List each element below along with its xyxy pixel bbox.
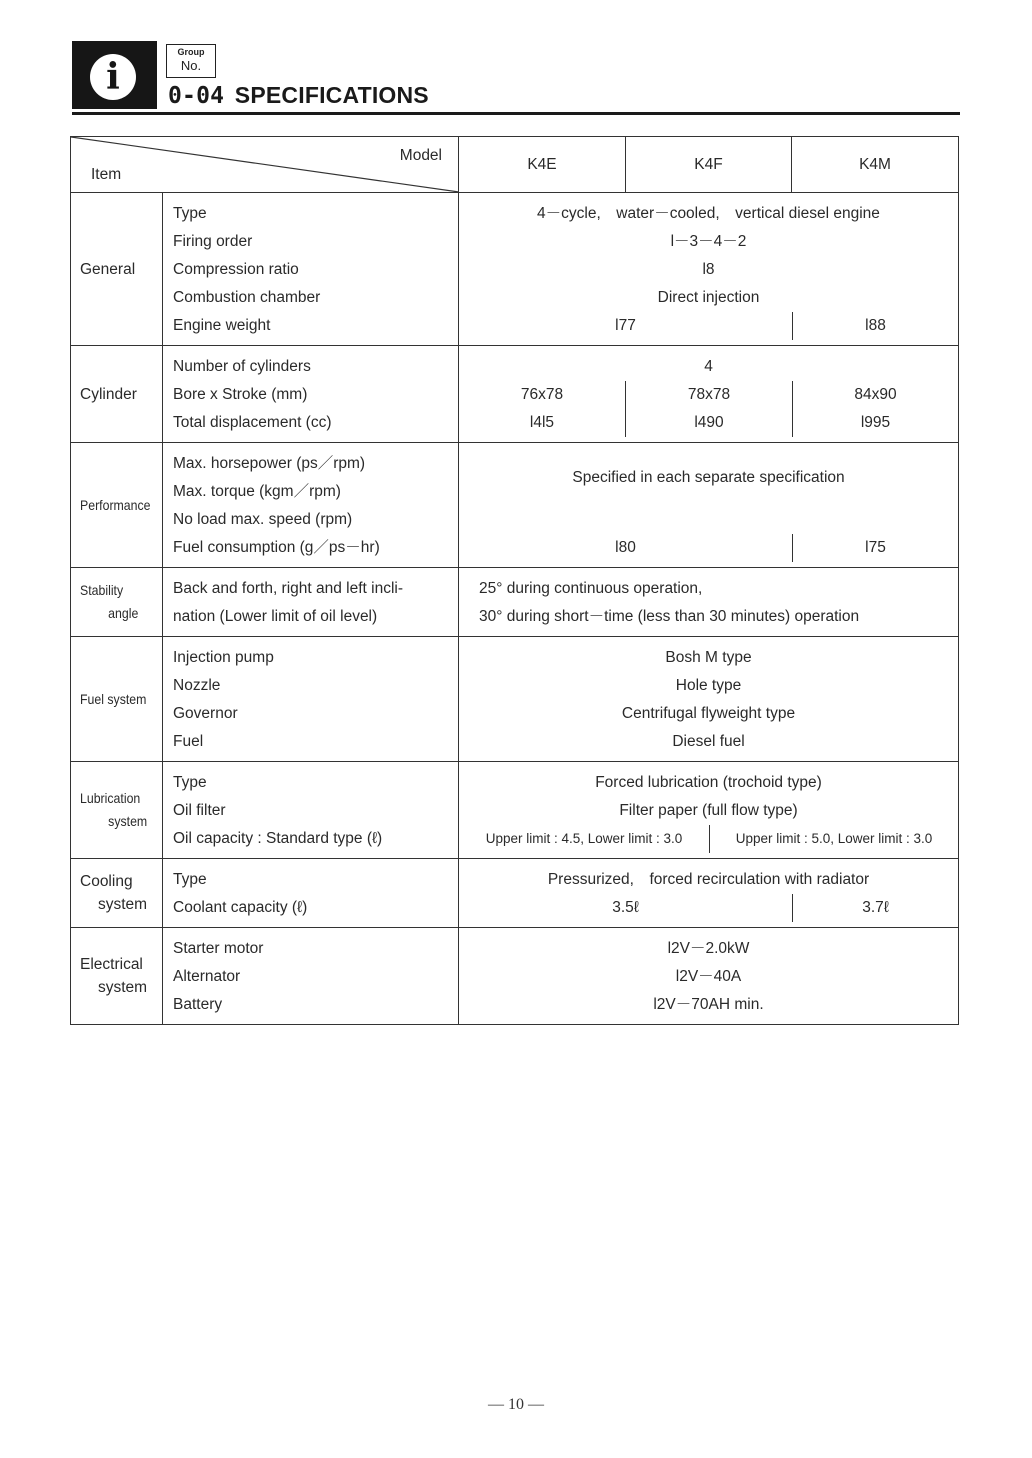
performance-row [71, 443, 959, 568]
value-firing-order: l－3－4－2 [670, 233, 747, 250]
value-oil-filter: Filter paper (full flow type) [619, 802, 798, 819]
performance-values [459, 443, 959, 568]
category-stability [71, 568, 163, 637]
item-starter-motor: Starter motor [173, 940, 264, 957]
cylinder-row [71, 346, 959, 443]
item-lube-type: Type [173, 774, 207, 791]
model-label: Model [399, 147, 442, 164]
item-firing-order: Firing order [173, 233, 253, 250]
electrical-values [459, 928, 959, 1025]
item-bore-stroke: Bore x Stroke (mm) [173, 386, 308, 403]
value-compression-ratio: l8 [702, 261, 715, 278]
item-oil-filter: Oil filter [173, 802, 226, 819]
specifications-table [70, 136, 959, 1025]
item-inclination-2: nation (Lower limit of oil level) [173, 608, 378, 625]
fuel-system-label: Fuel system [80, 690, 147, 707]
item-combustion-chamber: Combustion chamber [173, 289, 321, 306]
page-title [168, 82, 429, 109]
page-number: — 10 — [488, 1396, 544, 1413]
value-fuel: Diesel fuel [672, 733, 745, 750]
cooling-label-2: system [98, 896, 148, 913]
stability-row [71, 568, 959, 637]
header-diagonal-cell [71, 137, 459, 193]
weight-k4m: l88 [792, 312, 958, 340]
oil-capacity-split [459, 825, 958, 853]
value-cylinder-count: 4 [704, 358, 713, 375]
lubrication-items [163, 762, 459, 859]
model-k4m: K4M [792, 137, 959, 193]
item-inclination-1: Back and forth, right and left incli- [173, 580, 404, 597]
category-electrical [71, 928, 163, 1025]
item-nozzle: Nozzle [173, 677, 221, 694]
value-stability-1: 25° during continuous operation, [479, 580, 703, 597]
electrical-row [71, 928, 959, 1025]
item-fuel-consumption: Fuel consumption (g／ps－hr) [173, 539, 380, 556]
title-rule [72, 112, 960, 115]
fuel-consumption-split [459, 534, 958, 562]
item-alternator: Alternator [173, 968, 241, 985]
bore-split [459, 381, 958, 409]
general-values [459, 193, 959, 346]
value-type: 4－cycle, water－cooled, vertical diesel engine [537, 205, 880, 222]
category-fuel-system [71, 637, 163, 762]
bore-k4e: 76x78 [520, 386, 564, 403]
group-label: Group [177, 47, 205, 57]
displacement-k4e: l4l5 [529, 414, 555, 431]
stability-label-1: Stability [80, 582, 124, 598]
category-cylinder: Cylinder [71, 346, 163, 443]
category-performance [71, 443, 163, 568]
bore-k4m: 84x90 [792, 381, 958, 409]
lubrication-values [459, 762, 959, 859]
performance-items [163, 443, 459, 568]
item-coolant-capacity: Coolant capacity (ℓ) [173, 899, 308, 916]
coolant-k4m: 3.7ℓ [792, 894, 958, 922]
electrical-label-1: Electrical [80, 956, 143, 973]
section-title: SPECIFICATIONS [234, 82, 429, 108]
value-injection-pump: Bosh M type [665, 649, 752, 666]
item-max-horsepower: Max. horsepower (ps／rpm) [173, 455, 366, 472]
displacement-k4m: l995 [792, 409, 958, 437]
lubrication-row [71, 762, 959, 859]
model-k4e: K4E [459, 137, 626, 193]
info-icon-block [72, 41, 157, 109]
info-icon: i [90, 54, 136, 100]
no-label: No. [180, 58, 202, 73]
performance-label: Performance [80, 496, 151, 513]
fuel-k4m: l75 [792, 534, 958, 562]
model-k4f: K4F [626, 137, 792, 193]
category-lubrication [71, 762, 163, 859]
value-stability-2: 30° during short－time (less than 30 minutes) operation [479, 608, 860, 625]
item-battery: Battery [173, 996, 223, 1013]
category-cooling [71, 859, 163, 928]
section-code: 0-04 [168, 83, 225, 109]
weight-k4e-k4f: l77 [615, 317, 636, 334]
item-no-load-speed: No load max. speed (rpm) [173, 511, 353, 528]
item-fuel: Fuel [173, 733, 204, 750]
general-row [71, 193, 959, 346]
fuel-system-row [71, 637, 959, 762]
lubrication-label-2: system [108, 813, 148, 829]
value-battery: l2V－70AH min. [653, 996, 764, 1013]
fuel-k4e-k4f: l80 [615, 539, 636, 556]
cooling-row [71, 859, 959, 928]
bore-k4f: 78x78 [625, 381, 792, 409]
coolant-k4e-k4f: 3.5ℓ [612, 899, 639, 916]
cooling-label-1: Cooling [80, 873, 133, 890]
item-governor: Governor [173, 705, 238, 722]
electrical-label-2: system [98, 979, 148, 996]
electrical-items [163, 928, 459, 1025]
value-performance-note: Specified in each separate specification [572, 469, 845, 486]
item-oil-capacity: Oil capacity : Standard type (ℓ) [173, 830, 383, 847]
cylinder-values [459, 346, 959, 443]
item-type: Type [173, 205, 207, 222]
displacement-k4f: l490 [625, 409, 792, 437]
engine-weight-split [459, 312, 958, 340]
displacement-split [459, 409, 958, 437]
cylinder-items [163, 346, 459, 443]
item-injection-pump: Injection pump [173, 649, 274, 666]
item-compression-ratio: Compression ratio [173, 261, 299, 278]
fuel-system-values [459, 637, 959, 762]
item-label: Item [91, 166, 122, 183]
value-starter-motor: l2V－2.0kW [667, 940, 750, 957]
value-lube-type: Forced lubrication (trochoid type) [595, 774, 822, 791]
item-displacement: Total displacement (cc) [173, 414, 332, 431]
item-max-torque: Max. torque (kgm／rpm) [173, 483, 341, 500]
value-alternator: l2V－40A [675, 968, 742, 985]
coolant-capacity-split [459, 894, 958, 922]
value-nozzle: Hole type [675, 677, 742, 694]
cooling-items [163, 859, 459, 928]
stability-label-2: angle [108, 605, 139, 621]
stability-values [459, 568, 959, 637]
oil-capacity-k4m: Upper limit : 5.0, Lower limit : 3.0 [709, 825, 958, 853]
oil-capacity-k4e-k4f: Upper limit : 4.5, Lower limit : 3.0 [485, 831, 683, 846]
item-cooling-type: Type [173, 871, 207, 888]
lubrication-label-1: Lubrication [80, 790, 141, 806]
item-number-of-cylinders: Number of cylinders [173, 358, 311, 375]
cooling-values [459, 859, 959, 928]
group-number-box [166, 44, 216, 78]
value-cooling-type: Pressurized, forced recirculation with radiator [547, 871, 870, 888]
table-header-row [71, 137, 959, 193]
value-governor: Centrifugal flyweight type [621, 705, 796, 722]
fuel-system-items [163, 637, 459, 762]
item-engine-weight: Engine weight [173, 317, 271, 334]
category-general: General [71, 193, 163, 346]
stability-items [163, 568, 459, 637]
value-combustion-chamber: Direct injection [657, 289, 760, 306]
general-items [163, 193, 459, 346]
